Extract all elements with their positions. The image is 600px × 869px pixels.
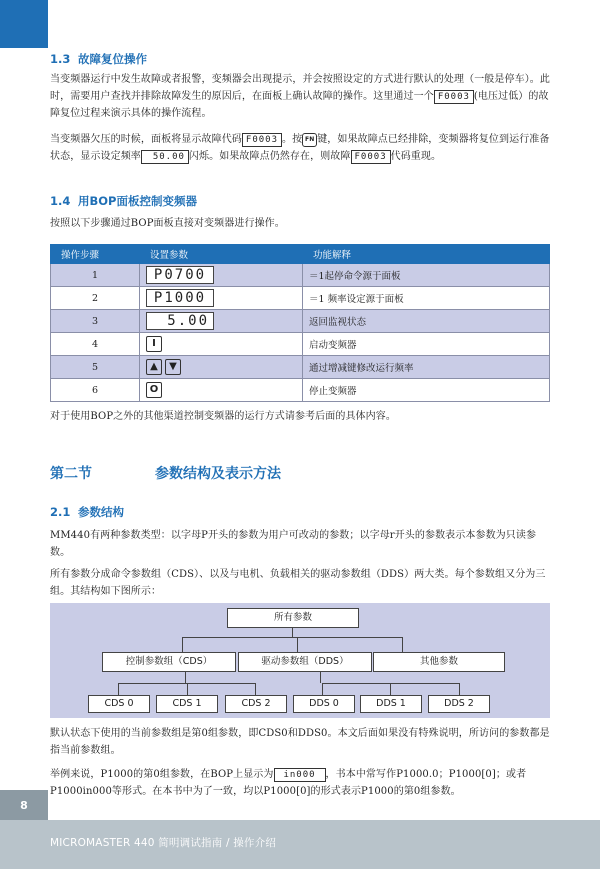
footer-text <box>50 835 276 850</box>
section-2-1-paragraph-4 <box>50 766 555 800</box>
parameter-cell <box>140 356 303 379</box>
connector-line <box>402 637 403 652</box>
parameter-cell <box>140 310 303 333</box>
stop-key-icon: O <box>146 382 162 398</box>
section-2-1-heading <box>50 504 124 520</box>
column-header: 功能解释 <box>303 245 550 264</box>
connector-line <box>182 637 183 652</box>
other-params-box: 其他参数 <box>373 652 505 672</box>
connector-line <box>185 671 186 683</box>
chapter-title: 参数结构及表示方法 <box>155 466 281 482</box>
paragraph-text: 当变频器欠压的时候，面板将显示故障代码 <box>50 134 242 145</box>
section-2-1-paragraph-1: MM440有两种参数类型：以字母P开头的参数为用户可改动的参数；以字母r开头的参数表示本参数为只读参数。 <box>50 530 537 558</box>
function-cell: 停止变频器 <box>303 379 550 402</box>
paragraph-text: 举例来说，P1000的第0组参数，在BOP上显示为 <box>50 769 274 780</box>
dds-group-box: 驱动参数组（DDS） <box>238 652 372 672</box>
dds2-box: DDS 2 <box>428 695 490 713</box>
section-title: 用BOP面板控制变频器 <box>78 194 197 208</box>
bop-steps-table <box>50 244 550 402</box>
footer-chapter: 操作介绍 <box>233 837 277 849</box>
diagram-root-box: 所有参数 <box>227 608 359 628</box>
section-1-4-intro: 按照以下步骤通过BOP面板直接对变频器进行操作。 <box>50 218 285 229</box>
cds0-box: CDS 0 <box>88 695 150 713</box>
cds1-box: CDS 1 <box>156 695 218 713</box>
fault-code-display: F0003 <box>434 90 474 104</box>
step-number: 1 <box>51 264 140 287</box>
column-header: 操作步骤 <box>51 245 140 264</box>
run-key-icon: I <box>146 336 162 352</box>
step-number: 2 <box>51 287 140 310</box>
parameter-cell <box>140 333 303 356</box>
connector-line <box>390 683 391 695</box>
connector-line <box>118 683 119 695</box>
connector-line <box>255 683 256 695</box>
step-number: 3 <box>51 310 140 333</box>
lcd-display: P1000 <box>146 289 214 307</box>
parameter-structure-diagram <box>50 603 550 718</box>
up-arrow-key-icon: ▲ <box>146 359 162 375</box>
column-header: 设置参数 <box>140 245 303 264</box>
parameter-cell <box>140 264 303 287</box>
fault-code-display: F0003 <box>242 133 282 147</box>
parameter-cell <box>140 379 303 402</box>
section-number: 1.3 <box>50 52 71 66</box>
table-row <box>51 333 550 356</box>
section-title: 故障复位操作 <box>78 52 147 66</box>
table-header-row <box>51 245 550 264</box>
function-cell: ＝1起停命令源于面板 <box>303 264 550 287</box>
function-cell: 返回监视状态 <box>303 310 550 333</box>
index-display: in000 <box>274 768 326 782</box>
paragraph-text: 。按 <box>282 134 303 145</box>
fault-code-display: F0003 <box>351 150 391 164</box>
connector-line <box>459 683 460 695</box>
connector-line <box>182 637 402 638</box>
connector-line <box>322 683 323 695</box>
corner-accent-block <box>0 0 48 48</box>
down-arrow-key-icon: ▼ <box>165 359 181 375</box>
section-2-1-paragraph-2: 所有参数分成命令参数组（CDS）、以及与电机、负载相关的驱动参数组（DDS）两大类。每个参数组又分为三组。其结构如下图所示： <box>50 569 546 597</box>
table-row <box>51 287 550 310</box>
dds1-box: DDS 1 <box>360 695 422 713</box>
frequency-display: 50.00 <box>141 150 189 164</box>
page-footer <box>0 820 600 869</box>
section-1-3-heading <box>50 51 147 67</box>
function-cell: 启动变频器 <box>303 333 550 356</box>
parameter-cell <box>140 287 303 310</box>
cds-group-box: 控制参数组（CDS） <box>102 652 236 672</box>
section-1-3-paragraph-2 <box>50 131 555 165</box>
section-1-4-heading <box>50 193 197 209</box>
section-2-1-paragraph-3: 默认状态下使用的当前参数组是第0组参数，即CDS0和DDS0。本文后面如果没有特殊说明，所访问的参数都是指当前参数组。 <box>50 728 550 756</box>
step-number: 4 <box>51 333 140 356</box>
connector-line <box>292 627 293 637</box>
section-title: 参数结构 <box>78 505 124 519</box>
table-row <box>51 310 550 333</box>
paragraph-text: 当变频器运行中发生故障或者报警，变频器会出现提示，并会按照设定的方式进行默认的处理（一般是停车）。此时，需要用户查找并排除故障发生的原因后，在面板上确认故障的操作。这里通过一个 <box>50 74 550 102</box>
footer-title: MICROMASTER 440 简明调试指南 / <box>50 837 234 849</box>
connector-line <box>320 671 321 683</box>
table-row <box>51 264 550 287</box>
connector-line <box>297 637 298 652</box>
cds2-box: CDS 2 <box>225 695 287 713</box>
chapter-label: 第二节 <box>50 466 92 482</box>
paragraph-text: (电压过低）的故障复位过程来演示具体的操作流程。 <box>50 91 549 119</box>
table-row <box>51 356 550 379</box>
section-1-4-note: 对于使用BOP之外的其他渠道控制变频器的运行方式请参考后面的具体内容。 <box>50 411 396 422</box>
function-cell: 通过增减键修改运行频率 <box>303 356 550 379</box>
fn-key-icon: FN <box>302 133 317 147</box>
page-number: 8 <box>0 790 48 820</box>
section-number: 1.4 <box>50 194 71 208</box>
function-cell: ＝1 频率设定源于面板 <box>303 287 550 310</box>
paragraph-text: 代码重现。 <box>390 151 442 162</box>
section-number: 2.1 <box>50 505 71 519</box>
table-row <box>51 379 550 402</box>
paragraph-text: 闪烁。如果故障点仍然存在，则故障 <box>188 151 351 162</box>
connector-line <box>187 683 188 695</box>
step-number: 6 <box>51 379 140 402</box>
section-1-3-paragraph-1 <box>50 71 555 122</box>
paragraph-text: ，书本中常写作P1000.0；P1000[0]；或者P1000in000等形式。在本书中为了一致，均以P1000[0]的形式表示P1000的第0组参数。 <box>50 769 527 797</box>
lcd-display: P0700 <box>146 266 214 284</box>
dds0-box: DDS 0 <box>293 695 355 713</box>
lcd-display: 5.00 <box>146 312 214 330</box>
paragraph-text: 键，如果故障点已经排除，变频器将复位到运行准备状态，显示设定频率 <box>50 134 550 162</box>
step-number: 5 <box>51 356 140 379</box>
